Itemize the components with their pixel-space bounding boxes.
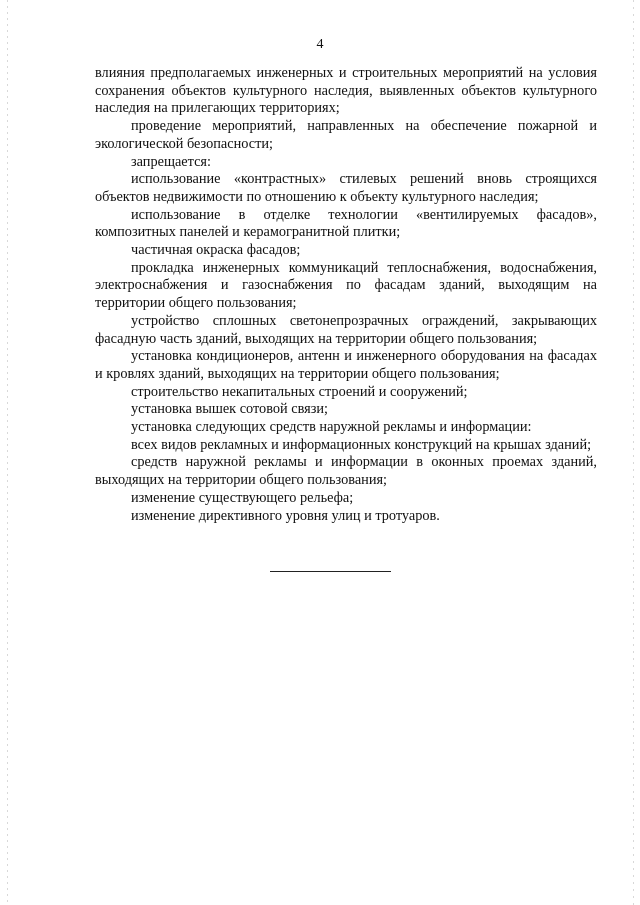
paragraph-street-level-change: изменение директивного уровня улиц и тротуаров. (131, 507, 440, 524)
scan-edge-right (633, 0, 634, 905)
paragraph-temporary-structures: строительство некапитальных строений и сооружений; (131, 383, 468, 400)
paragraph-window-advertising: средств наружной рекламы и информации в оконных проемах зданий, выходящих на территории общего пользования; (95, 454, 597, 489)
paragraph-fire-safety: проведение мероприятий, направленных на обеспечение пожарной и экологической безопасности; (95, 118, 597, 152)
paragraph-opaque-fences: устройство сплошных светонепрозрачных ограждений, закрывающих фасадную часть зданий, выходящих на территории общего пользования; (95, 312, 597, 347)
paragraph-ventilated-facades: использование в отделке технологии «вентилируемых фасадов», композитных панелей и керамогранитной плитки; (95, 206, 597, 241)
scan-edge-left (7, 0, 8, 905)
paragraph-roof-advertising: всех видов рекламных и информационных конструкций на крышах зданий; (131, 436, 592, 453)
page-number: 4 (316, 37, 324, 52)
paragraph-utilities-on-facades: прокладка инженерных коммуникаций теплоснабжения, водоснабжения, электроснабжения и газоснабжения по фасадам зданий, выходящим на территории общего пользования; (95, 259, 597, 312)
paragraph-cell-towers: установка вышек сотовой связи; (131, 401, 328, 418)
paragraph-air-conditioners: установка кондиционеров, антенн и инженерного оборудования на фасадах и кровлях зданий, выходящих на территории общего пользования; (95, 348, 597, 382)
paragraph-prohibited-heading: запрещается: (131, 153, 211, 170)
document-body (95, 65, 597, 525)
paragraph-continuation: влияния предполагаемых инженерных и строительных мероприятий на условия сохранения объектов культурного наследия, выявленных объектов культурного наследия на прилегающих территориях; (95, 65, 597, 117)
paragraph-outdoor-advertising: установка следующих средств наружной рекламы и информации: (131, 419, 532, 436)
paragraph-contrast-styles: использование «контрастных» стилевых решений вновь строящихся объектов недвижимости по отношению к объекту культурного наследия; (95, 171, 597, 205)
paragraph-relief-change: изменение существующего рельефа; (131, 489, 354, 506)
end-separator-line (270, 571, 391, 572)
paragraph-partial-painting: частичная окраска фасадов; (131, 242, 301, 259)
